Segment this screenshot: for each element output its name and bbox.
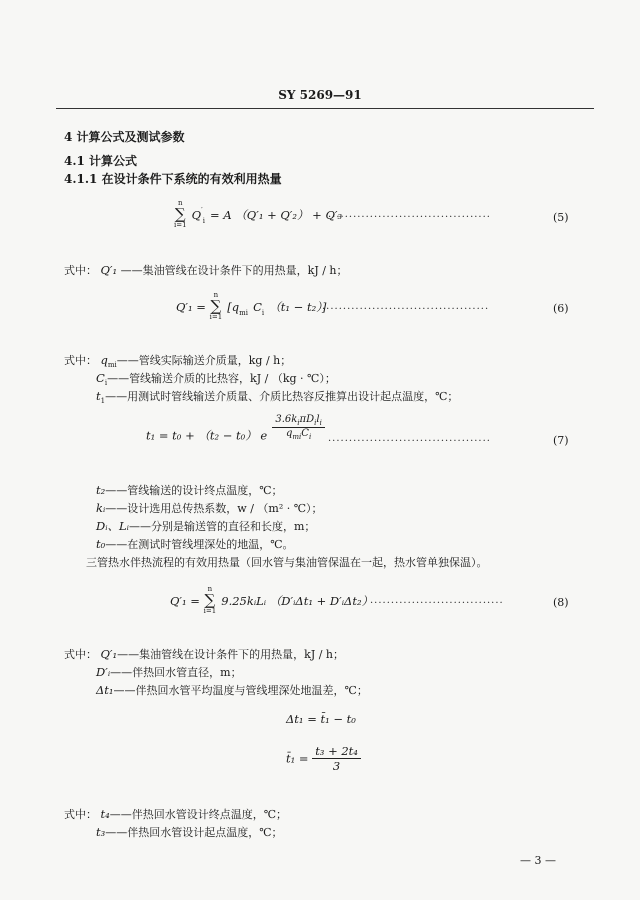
exp-den: q [285, 428, 293, 439]
symbol: t₃ [96, 825, 106, 839]
page-number: — 3 — [520, 854, 556, 867]
symbol: kᵢ [96, 501, 106, 515]
equation-5: n ∑ i=1 $Q'_i = A$ （Q′₁ + Q′₂） + Q′₃ [174, 199, 343, 229]
t-bar-lhs: t̄₁ = [286, 751, 313, 766]
symbol: t₀ [96, 537, 106, 551]
definition-text: ——管线实际输送介质量，kg / h； [116, 354, 292, 367]
definition-text: ——伴热回水管直径，m； [110, 666, 242, 679]
equation-8-number: (8) [553, 596, 569, 609]
sum-symbol: ∑ [204, 591, 216, 609]
equation-6-number: (6) [553, 302, 569, 315]
equation-7-leader: ······································· [328, 436, 491, 447]
definition-text: ——用测试时管线输送介质量、介质比热容反推算出设计起点温度，℃； [105, 390, 459, 403]
definition-t3 [96, 824, 283, 840]
sum-lower-limit: i=1 [209, 313, 223, 321]
definition-eq5: 式中： Q′₁ ——集油管线在设计条件下的用热量，kJ / h； [64, 263, 348, 277]
subscript: 1 [100, 397, 106, 406]
symbol-t: t [96, 389, 101, 403]
symbol: Dᵢ、Lᵢ [96, 519, 129, 533]
where-label: 式中： [64, 354, 97, 367]
definition-q1 [64, 646, 344, 662]
equation-delta-t: Δt₁ = t̄₁ − t₀ [286, 712, 356, 726]
definition-ki [96, 500, 323, 516]
section-4-1-heading: 4.1 计算公式 [64, 154, 138, 168]
exp-num: 3.6k [275, 414, 298, 425]
t-bar-fraction [312, 744, 361, 773]
equation-7-lhs: t₁ = t₀ + （t₂ − t₀） e [146, 428, 268, 443]
definition-text: ——分别是输送管的直径和长度，m； [128, 520, 316, 533]
exp-den2: C [301, 428, 309, 439]
section-4-1-1-heading: 4.1.1 在设计条件下系统的有效利用热量 [64, 172, 282, 186]
equation-6-leader: ········································ [322, 304, 490, 315]
equation-5-leader: ······································· [328, 212, 491, 223]
definition-text: ——管线输送的设计终点温度，℃； [105, 484, 283, 497]
definition-q-mi [64, 352, 291, 369]
subscript: i [104, 379, 108, 388]
sum-lower-limit: i=1 [203, 607, 217, 615]
subscript-mi: mi [239, 309, 249, 318]
sum-upper-limit: n [207, 585, 213, 593]
definition-di [96, 664, 242, 680]
where-label: 式中： [64, 264, 97, 277]
t-bar-denominator: 3 [332, 759, 341, 773]
equation-7-number: (7) [553, 434, 569, 447]
symbol: D′ᵢ [96, 665, 111, 679]
equation-5-lhs: Q [191, 208, 202, 222]
definition-text: ——管线输送介质的比热容，kJ / （kg · ℃）； [107, 372, 336, 385]
equation-8 [170, 586, 373, 615]
sum-symbol: ∑ [174, 205, 186, 223]
section-4-heading: 4 计算公式及测试参数 [64, 130, 185, 144]
equation-8-body: 9.25kᵢLᵢ （D′ᵢΔt₁ + D′ᵢΔt₂） [221, 594, 374, 608]
definition-di-li [96, 518, 315, 534]
symbol: t₂ [96, 483, 106, 497]
subscript: mi [107, 361, 117, 370]
standard-code-header: SY 5269—91 [278, 88, 362, 102]
subscript-i: i [261, 309, 265, 318]
exp-num3: l [316, 414, 320, 425]
sum-upper-limit: n [178, 199, 183, 207]
three-pipe-paragraph: 三管热水伴热流程的有效用热量（回水管与集油管保温在一起，热水管单独保温）。 [86, 556, 488, 569]
equation-8-lhs: Q′₁ = [170, 594, 204, 608]
symbol: Q′₁ [100, 647, 118, 661]
definition-text: ——伴热回水管平均温度与管线埋深处地温差，℃； [113, 684, 368, 697]
definition-text: ——集油管线在设计条件下的用热量，kJ / h； [117, 648, 345, 661]
definition-t1 [96, 388, 458, 405]
definition-text: ——伴热回水管设计起点温度，℃； [105, 826, 283, 839]
definition-eq5-text: ——集油管线在设计条件下的用热量，kJ / h； [120, 264, 348, 277]
where-label: 式中： [64, 648, 97, 661]
equation-6-body2: C [253, 300, 262, 314]
equation-t-bar [286, 744, 361, 773]
symbol-c: C [96, 371, 105, 385]
sum-upper-limit: n [213, 291, 219, 299]
definition-text: ——在测试时管线埋深处的地温，℃。 [105, 538, 294, 551]
header-rule [56, 108, 594, 109]
symbol: t₄ [100, 807, 110, 821]
definition-text: ——设计选用总传热系数，w / （m² · ℃）； [105, 502, 323, 515]
definition-text: ——伴热回水管设计终点温度，℃； [109, 808, 288, 821]
exponent-fraction: $\frac{3.6k_i\pi D_il_i}{q_{mi}C_i}$ [272, 414, 325, 441]
equation-8-leader: ································ [370, 598, 504, 609]
equation-6 [176, 292, 326, 321]
exp-num2: πD [299, 414, 315, 425]
where-label: 式中： [64, 808, 97, 821]
sum-lower-limit: i=1 [174, 221, 187, 229]
equation-5-number: (5) [553, 211, 569, 224]
symbol-q: q [100, 353, 108, 367]
definition-c-i [96, 370, 336, 387]
t-bar-numerator: t₃ + 2t₄ [312, 744, 361, 759]
equation-6-body: [q [227, 300, 240, 314]
sum-symbol: ∑ [210, 297, 222, 315]
definition-t0 [96, 536, 294, 552]
equation-6-lhs: Q′₁ = [176, 300, 210, 314]
equation-6-paren: （t₁ − t₂）] [269, 300, 327, 314]
equation-5-body: = A （Q′₁ + Q′₂） + Q′₃ [210, 208, 343, 222]
definition-t4 [64, 806, 287, 822]
symbol: Δt₁ [96, 683, 114, 697]
definition-delta-t1 [96, 682, 368, 698]
definition-t2 [96, 482, 283, 498]
